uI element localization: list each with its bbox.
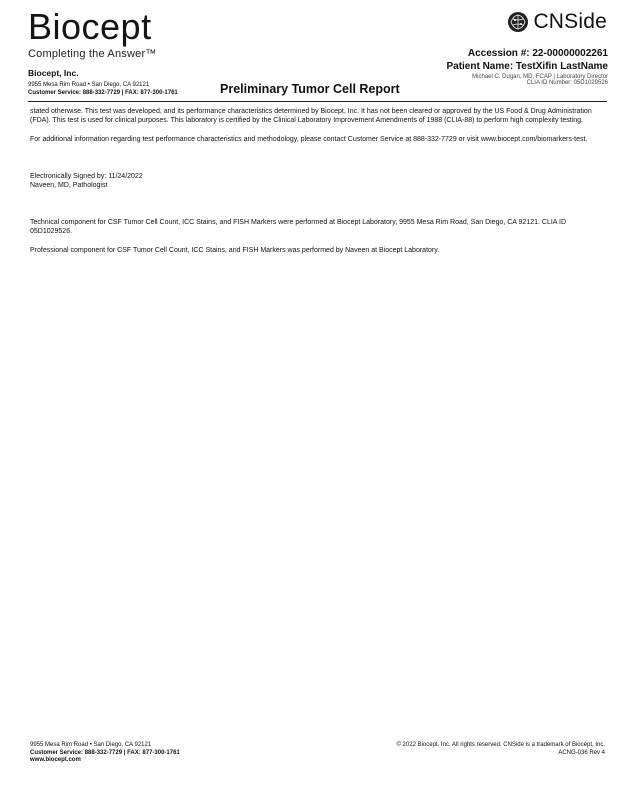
brand-word: CNSide: [533, 10, 607, 33]
footer-copyright: © 2022 Biocept, Inc. All rights reserved. CNSide is a trademark of Biocept, Inc.: [396, 742, 605, 748]
footer-legal: [396, 742, 605, 757]
logo-word: Biocept: [28, 6, 152, 47]
company-name: Biocept, Inc.: [28, 68, 79, 78]
biocept-logo: [28, 8, 157, 60]
report-body: [30, 107, 603, 255]
contact-paragraph: For additional information regarding test performance characteristics and methodology, please contact Customer Service at 888-332-7729 or visit www.biocept.com/biomarkers-test.: [30, 136, 588, 143]
footer-address: 9955 Mesa Rim Road • San Diego, CA 92121: [30, 742, 152, 748]
footer-website: www.biocept.com: [30, 757, 81, 763]
footer-form-id: ACNG-036 Rev 4: [558, 749, 605, 756]
accession-block: [446, 48, 608, 86]
brain-icon: [507, 11, 529, 33]
lab-director: Michael C. Dugan, MD, FCAP | Laboratory Director: [472, 74, 608, 80]
header-divider: [28, 101, 607, 102]
disclaimer-paragraph: stated otherwise. This test was developed, and its performance characteristics determined by Biocept, Inc. It has not been cleared or approved by the US Food & Drug Administration (FDA). This test is used for clinical purposes. This laboratory is certified by the Clinical Laboratory Improvement Amendments of 1988 (CLIA-88) to perform high complexity testing.: [30, 108, 592, 124]
patient-name: Patient Name: TestXifin LastName: [446, 61, 608, 72]
clia-number: CLIA ID Number: 05D1029526: [526, 80, 608, 86]
footer-contact: [30, 742, 180, 765]
footer-service: Customer Service: 888-332-7729 | FAX: 877-300-1761: [30, 749, 180, 756]
company-address: 9955 Mesa Rim Road • San Diego, CA 92121: [28, 82, 150, 88]
logo-tagline: Completing the Answer™: [28, 48, 157, 60]
professional-component-paragraph: Professional component for CSF Tumor Cell Count, ICC Stains, and FISH Markers was performed by Naveen at Biocept Laboratory.: [30, 247, 440, 254]
pathologist-name: Naveen, MD, Pathologist: [30, 182, 108, 189]
cnside-logo: [507, 10, 607, 34]
signature-line: Electronically Signed by: 11/24/2022: [30, 173, 143, 180]
accession-number: Accession #: 22-00000002261: [467, 48, 608, 59]
technical-component-paragraph: Technical component for CSF Tumor Cell Count, ICC Stains, and FISH Markers were performed at Biocept Laboratory, 9955 Mesa Rim Road, San Diego, CA 92121. CLIA ID 05D1029526.: [30, 219, 567, 235]
report-title: Preliminary Tumor Cell Report: [220, 82, 400, 96]
company-block: [28, 68, 178, 96]
company-service: Customer Service: 888-332-7729 | FAX: 877-300-1761: [28, 90, 178, 96]
